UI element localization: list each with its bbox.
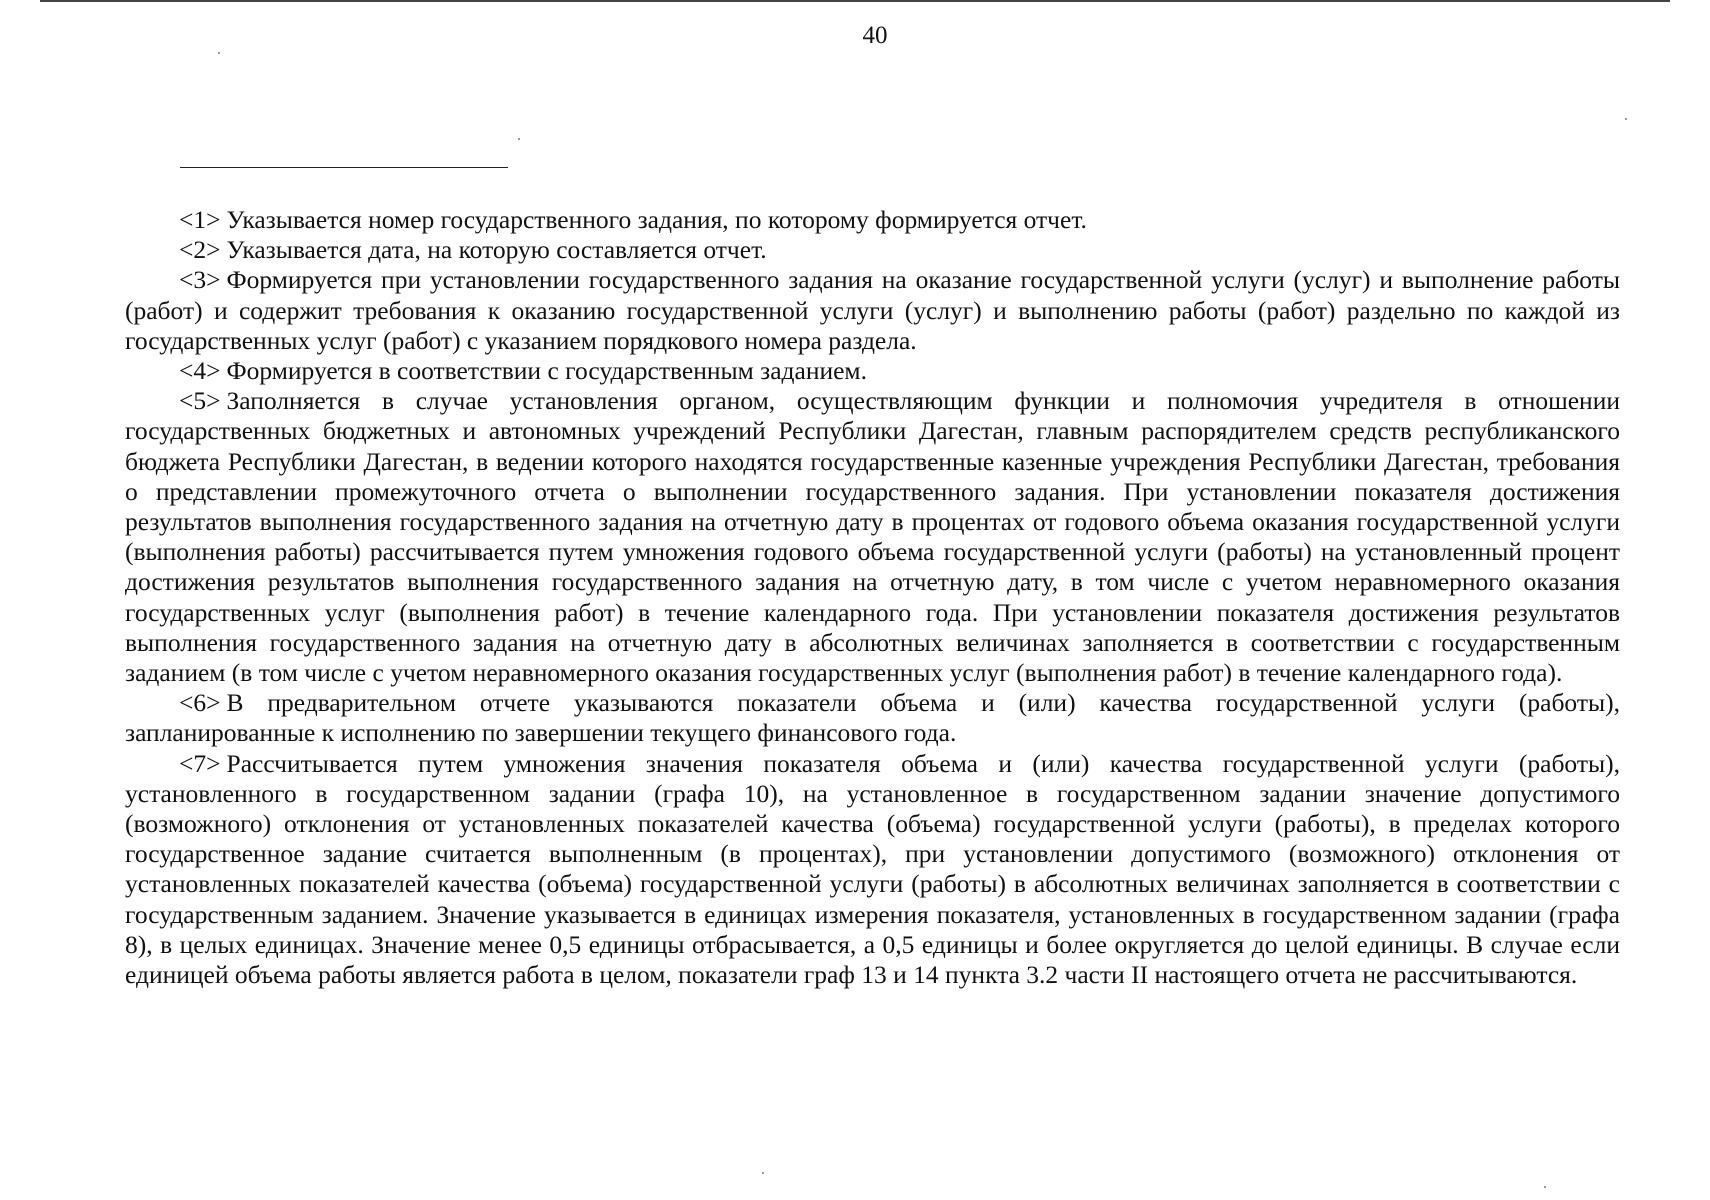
footnote-separator — [180, 167, 508, 168]
footnote-1 — [125, 205, 1620, 235]
footnote-marker: <2> — [179, 235, 221, 265]
footnote-3 — [125, 265, 1620, 356]
scan-speck — [518, 138, 520, 140]
footnote-text: Рассчитывается путем умножения значения показателя объема и (или) качества государственной услуги (работы), установленного в государственном задании (графа 10), на установленное в государственном задании значение допустимого (возможного) отклонения от установленных показателей качества (объема) государственной услуги (работы), в пределах которого государственное задание считается выполненным (в процентах), при установлении допустимого (возможного) отклонения от установленных показателей качества (объема) государственной услуги (работы) в абсолютных величинах заполняется в соответствии с государственным заданием. Значение указывается в единицах измерения показателя, установленных в государственном задании (графа 8), в целых единицах. Значение менее 0,5 единицы отбрасывается, а 0,5 единицы и более округляется до целой единицы. В случае если единицей объема работы является работа в целом, показатели граф 13 и 14 пункта 3.2 части II настоящего отчета не рассчитываются. — [125, 748, 1620, 990]
footnote-text: Указывается дата, на которую составляется отчет. — [226, 235, 767, 265]
footnote-text: Формируется при установлении государственного задания на оказание государственной услуги (услуг) и выполнение работы (работ) и содержит требования к оказанию государственной услуги (услуг) и выполнению работы (работ) раздельно по каждой из государственных услуг (работ) с указанием порядкового номера раздела. — [125, 265, 1620, 355]
scan-speck — [1544, 1186, 1546, 1188]
footnote-6 — [125, 688, 1620, 748]
page-top-border — [40, 0, 1670, 2]
footnote-text: Заполняется в случае установления органом, осуществляющим функции и полномочия учредителя в отношении государственных бюджетных и автономных учреждений Республики Дагестан, главным распорядителем средств республиканского бюджета Республики Дагестан, в ведении которого находятся государственные казенные учреждения Республики Дагестан, требования о представлении промежуточного отчета о выполнении государственного задания. При установлении показателя достижения результатов выполнения государственного задания на отчетную дату в процентах от годового объема оказания государственной услуги (выполнения работы) рассчитывается путем умножения годового объема государственной услуги (работы) на установленный процент достижения результатов выполнения государственного задания на отчетную дату, в том числе с учетом неравномерного оказания государственных услуг (выполнения работ) в течение календарного года. При установлении показателя достижения результатов выполнения государственного задания на отчетную дату в абсолютных величинах заполняется в соответствии с государственным заданием (в том числе с учетом неравномерного оказания государственных услуг (выполнения работ) в течение календарного года). — [125, 386, 1620, 688]
footnotes-list — [125, 205, 1620, 990]
footnote-marker: <6> — [179, 688, 221, 718]
page-number: 40 — [862, 22, 888, 49]
footnote-4 — [125, 356, 1620, 386]
footnote-marker: <3> — [179, 265, 221, 295]
footnote-marker: <5> — [179, 386, 221, 416]
footnote-text: В предварительном отчете указываются показатели объема и (или) качества государственной услуги (работы), запланированные к исполнению по завершении текущего финансового года. — [125, 688, 1620, 748]
footnote-marker: <1> — [179, 205, 221, 234]
footnote-7 — [125, 749, 1620, 991]
footnote-text: Формируется в соответствии с государственным заданием. — [226, 356, 867, 386]
footnote-text: Указывается номер государственного задания, по которому формируется отчет. — [226, 205, 1087, 234]
scan-speck — [1625, 118, 1627, 120]
scan-speck — [218, 52, 220, 54]
footnote-5 — [125, 386, 1620, 688]
footnote-marker: <7> — [179, 748, 221, 778]
footnote-2 — [125, 235, 1620, 265]
footnote-marker: <4> — [179, 356, 221, 386]
scan-speck — [762, 1172, 764, 1174]
